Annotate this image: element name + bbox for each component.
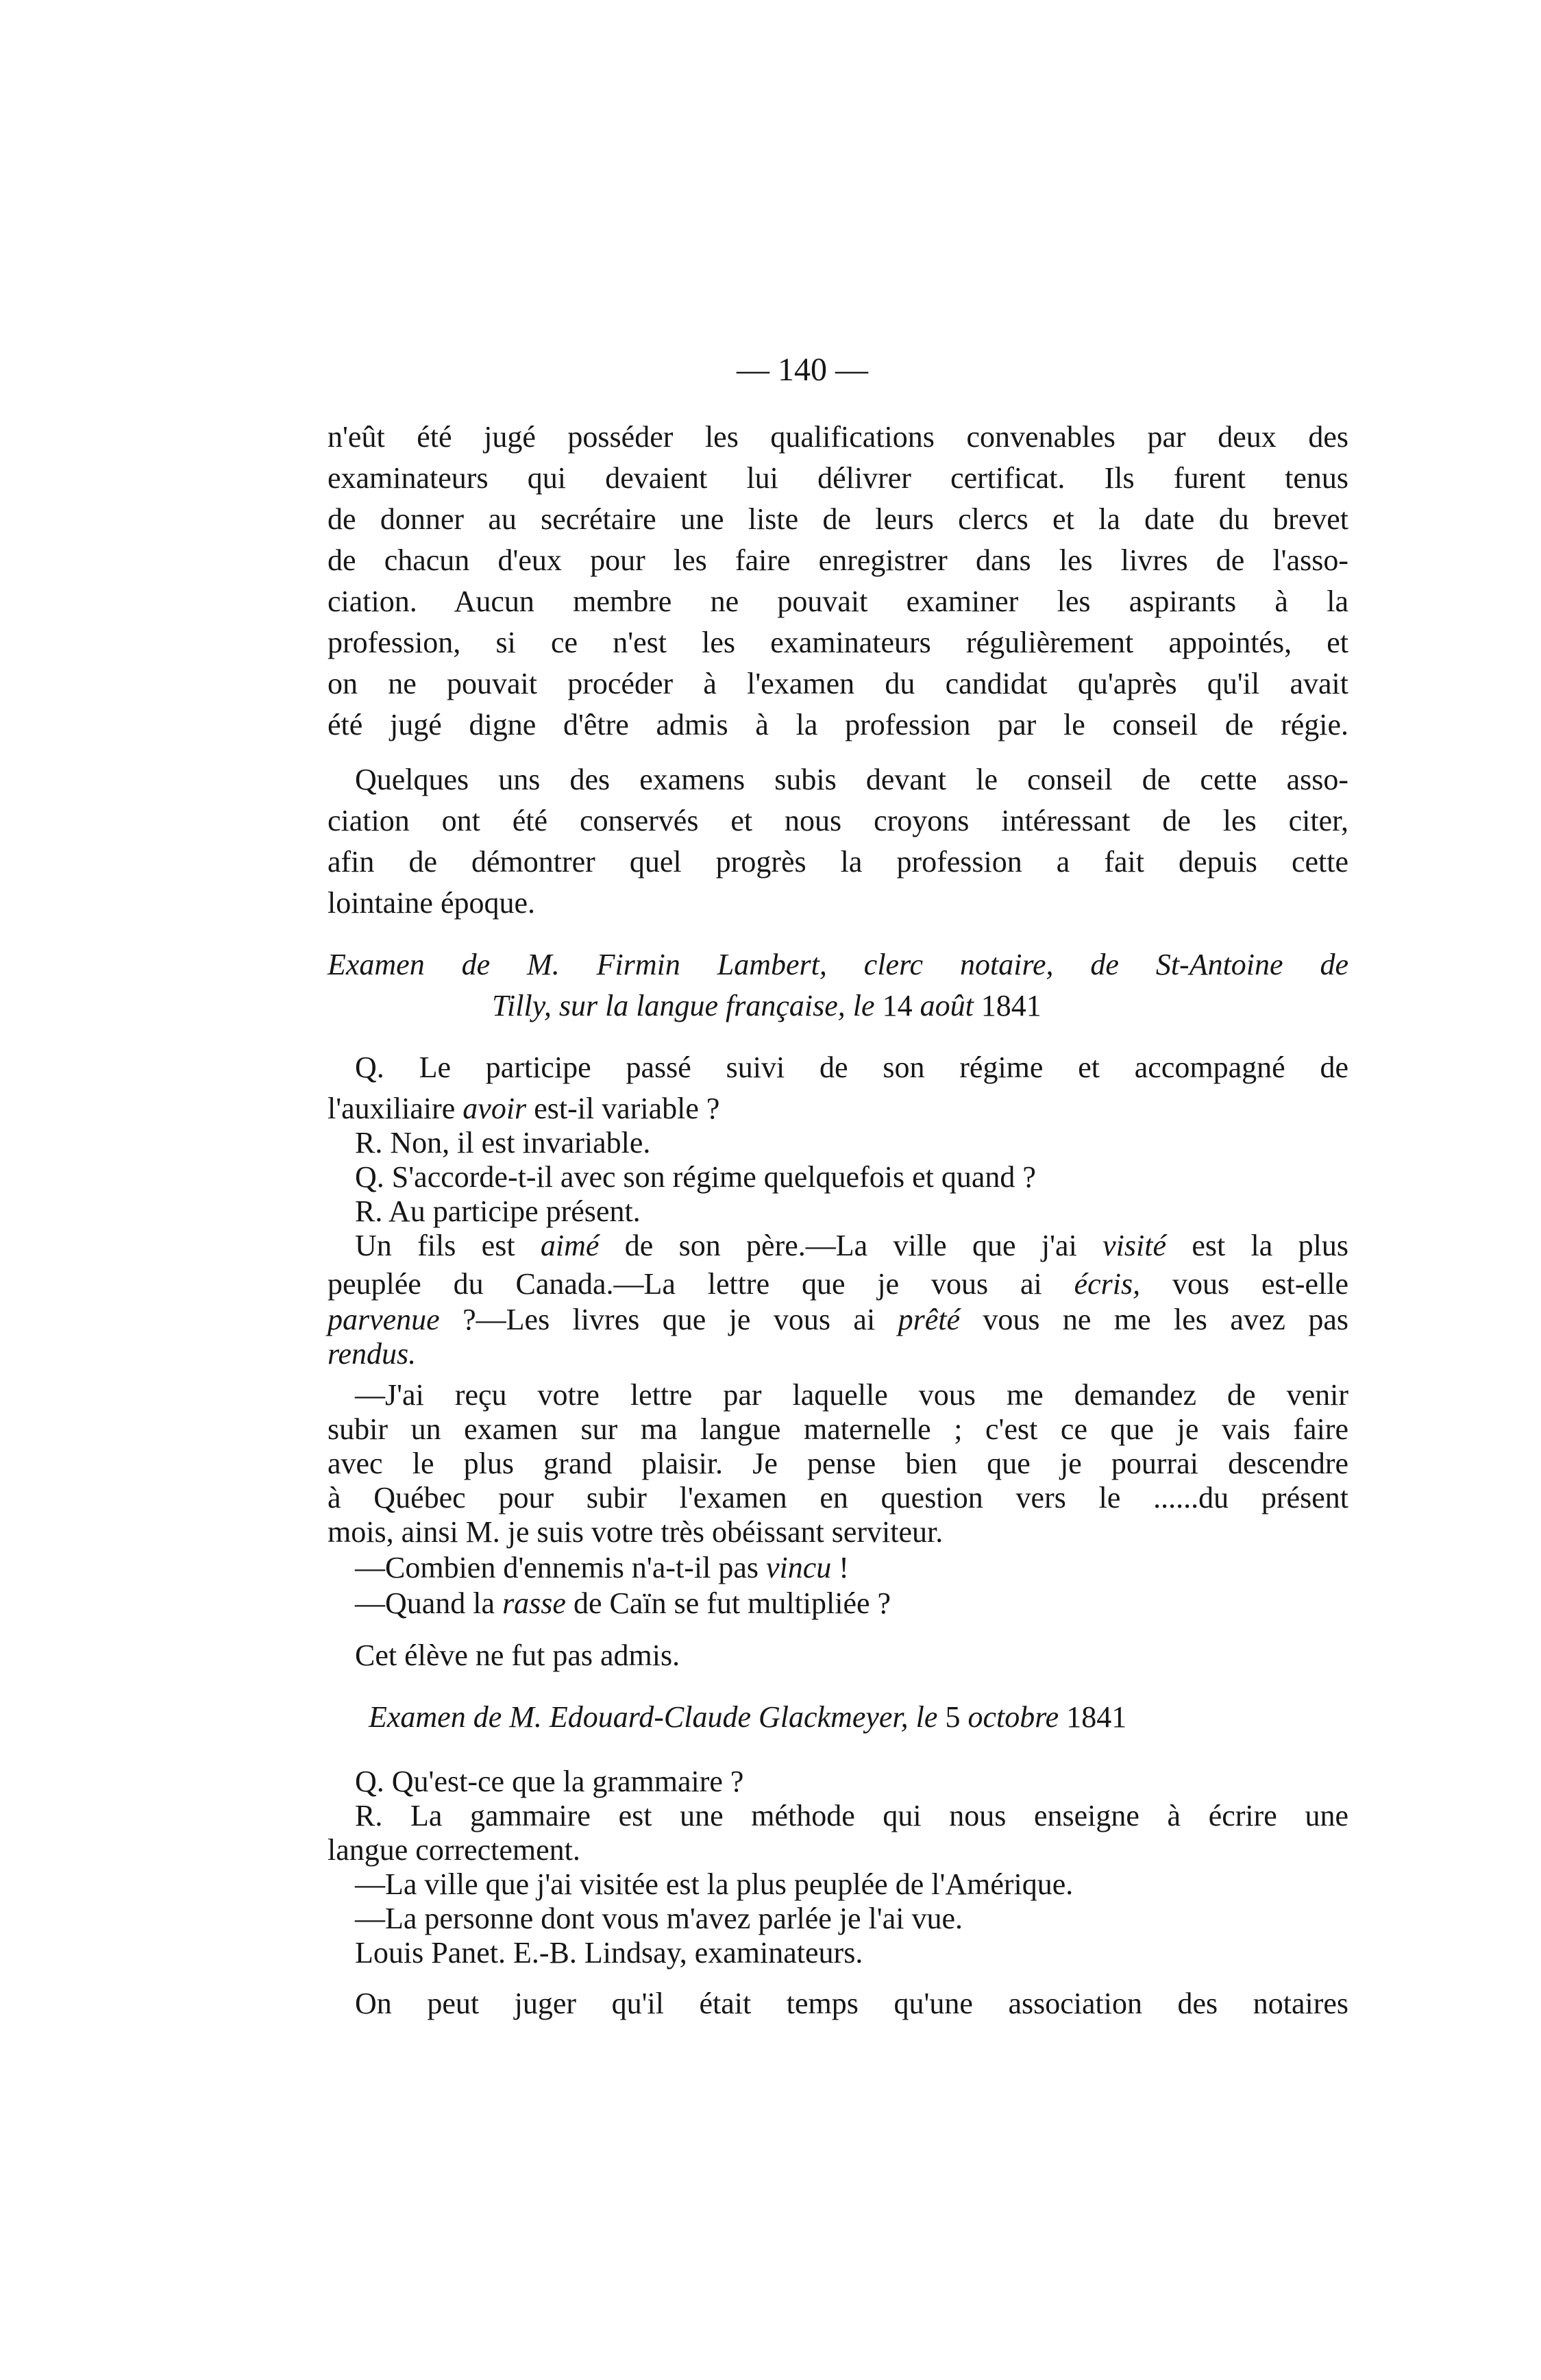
exam-2-answer-1-cont: langue correctement. xyxy=(328,1833,580,1867)
exam-2-question-1: Q. Qu'est-ce que la grammaire ? xyxy=(355,1765,744,1798)
exam-1-ennemis: —Combien d'ennemis n'a-t-il pas vincu ! xyxy=(355,1551,849,1584)
exam-heading-2 xyxy=(369,1700,1126,1735)
exam-heading-1-year: 1841 xyxy=(981,989,1041,1022)
exam-1-letter-line-5: mois, ainsi M. je suis votre très obéissant serviteur. xyxy=(328,1515,944,1549)
exam-heading-2-month: octobre xyxy=(967,1700,1059,1734)
exam-1-question-1: Q. Le participe passé suivi de son régime et accompagné de xyxy=(355,1051,1348,1084)
page-number: — 140 — xyxy=(737,352,868,388)
exam-1-example-2: peuplée du Canada.—La lettre que je vous ai écris, vous est-elle xyxy=(328,1267,1348,1301)
exam-1-example-4: rendus. xyxy=(328,1337,417,1371)
exam-1-example-3: parvenue ?—Les livres que je vous ai prêté vous ne me les avez pas xyxy=(328,1303,1348,1336)
paragraph-1-line-1: n'eût été jugé posséder les qualifications convenables par deux des xyxy=(328,420,1348,454)
paragraph-1-line-6: profession, si ce n'est les examinateurs régulièrement appointés, et xyxy=(328,626,1348,659)
exam-2-signature: Louis Panet. E.-B. Lindsay, examinateurs. xyxy=(355,1936,863,1970)
exam-1-result: Cet élève ne fut pas admis. xyxy=(355,1639,680,1672)
exam-1-question-1-cont: l'auxiliaire avoir est-il variable ? xyxy=(328,1092,720,1125)
exam-1-letter-line-1: —J'ai reçu votre lettre par laquelle vous me demandez de venir xyxy=(355,1378,1348,1412)
exam-1-answer-1: R. Non, il est invariable. xyxy=(355,1126,651,1160)
exam-1-letter-line-4: à Québec pour subir l'examen en question vers le ......du présent xyxy=(328,1481,1348,1514)
exam-1-letter-line-3: avec le plus grand plaisir. Je pense bien que je pourrai descendre xyxy=(328,1447,1348,1480)
exam-2-answer-1: R. La gammaire est une méthode qui nous enseigne à écrire une xyxy=(355,1799,1348,1832)
italic-avoir: avoir xyxy=(463,1092,527,1125)
exam-heading-1-day: 14 xyxy=(882,989,913,1022)
closing-line: On peut juger qu'il était temps qu'une association des notaires xyxy=(355,1987,1348,2020)
paragraph-1-line-5: ciation. Aucun membre ne pouvait examiner les aspirants à la xyxy=(328,585,1348,618)
paragraph-2-line-1: Quelques uns des examens subis devant le conseil de cette asso- xyxy=(355,763,1348,796)
exam-1-rasse: —Quand la rasse de Caïn se fut multipliée ? xyxy=(355,1586,891,1620)
paragraph-2-line-3: afin de démontrer quel progrès la profession a fait depuis cette xyxy=(328,845,1348,879)
exam-heading-2-text: Examen de M. Edouard-Claude Glackmeyer, le xyxy=(369,1700,938,1734)
paragraph-1-line-2: examinateurs qui devaient lui délivrer certificat. Ils furent tenus xyxy=(328,461,1348,495)
paragraph-1-line-8: été jugé digne d'être admis à la profession par le conseil de régie. xyxy=(328,708,1348,741)
exam-heading-1-month: août xyxy=(920,989,974,1022)
exam-heading-2-year: 1841 xyxy=(1066,1700,1127,1734)
exam-2-sentence-1: —La ville que j'ai visitée est la plus peuplée de l'Amérique. xyxy=(355,1867,1074,1901)
exam-heading-2-day: 5 xyxy=(945,1700,961,1734)
exam-1-question-2: Q. S'accorde-t-il avec son régime quelquefois et quand ? xyxy=(355,1160,1036,1194)
exam-2-sentence-2: —La personne dont vous m'avez parlée je l'ai vue. xyxy=(355,1902,963,1935)
exam-1-example-1: Un fils est aimé de son père.—La ville que j'ai visité est la plus xyxy=(355,1229,1348,1262)
paragraph-1-line-3: de donner au secrétaire une liste de leurs clercs et la date du brevet xyxy=(328,502,1348,536)
paragraph-2-line-2: ciation ont été conservés et nous croyons intéressant de les citer, xyxy=(328,804,1348,837)
exam-heading-1-place: Tilly, sur la langue française, le xyxy=(492,989,875,1022)
exam-heading-1-line-2 xyxy=(492,988,1041,1024)
paragraph-1-line-7: on ne pouvait procéder à l'examen du candidat qu'après qu'il avait xyxy=(328,667,1348,700)
paragraph-2-line-4: lointaine époque. xyxy=(328,886,536,920)
exam-1-letter-line-2: subir un examen sur ma langue maternelle ; c'est ce que je vais faire xyxy=(328,1412,1348,1446)
exam-heading-1-line-1: Examen de M. Firmin Lambert, clerc notaire, de St-Antoine de xyxy=(328,948,1348,981)
paragraph-1-line-4: de chacun d'eux pour les faire enregistrer dans les livres de l'asso- xyxy=(328,543,1348,577)
exam-1-answer-2: R. Au participe présent. xyxy=(355,1194,641,1228)
